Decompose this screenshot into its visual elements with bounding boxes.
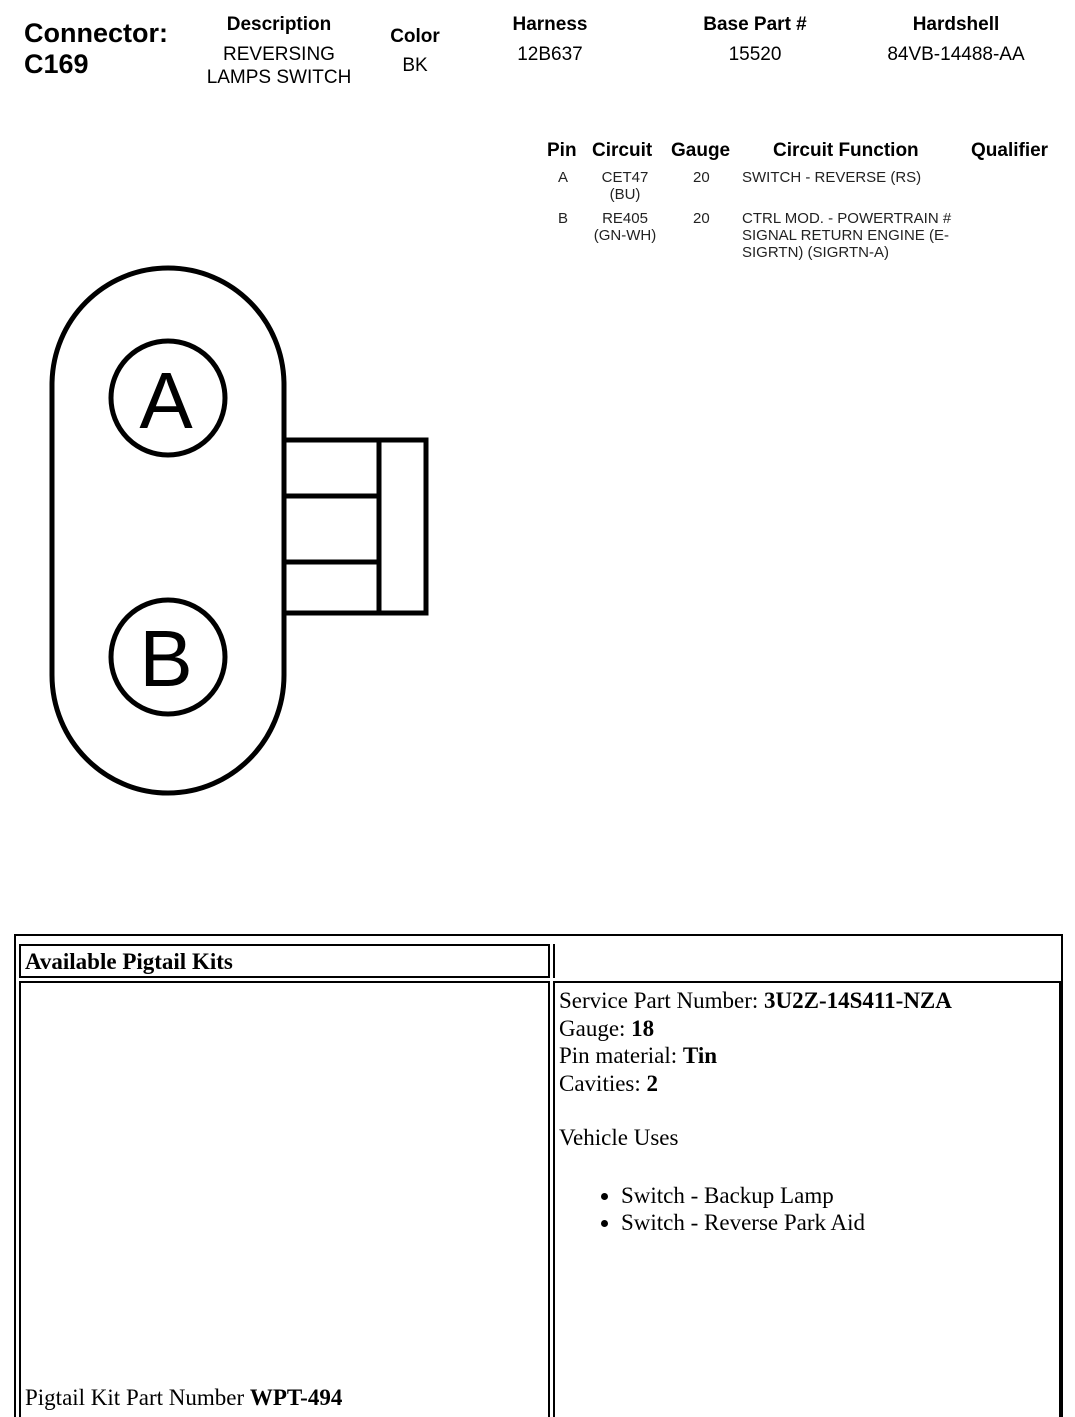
circuit-id: CET47	[601, 169, 649, 186]
harness-column	[490, 14, 610, 66]
kit-gauge-label: Gauge:	[559, 1015, 632, 1041]
pin-material-label: Pin material:	[559, 1043, 683, 1068]
pin-material-value: Tin	[682, 1043, 718, 1068]
gauge-cell: 20	[693, 169, 710, 186]
circuit-cell	[585, 169, 665, 203]
vehicle-uses-list	[559, 1182, 1059, 1237]
service-part-label: Service Part Number:	[559, 988, 765, 1013]
description-header: Description	[226, 14, 332, 35]
cavities-label: Cavities:	[559, 1070, 647, 1096]
description-value: REVERSING LAMPS SWITCH	[206, 44, 352, 88]
kit-gauge-value: 18	[631, 1015, 655, 1041]
vehicle-uses-label: Vehicle Uses	[559, 1125, 679, 1150]
service-part-value: 3U2Z-14S411-NZA	[764, 988, 952, 1013]
pin-header: Pin	[547, 140, 577, 161]
harness-value: 12B637	[517, 44, 583, 65]
pigtail-kit-details	[553, 981, 1061, 1417]
color-value: BK	[402, 55, 428, 76]
kit-part-label: Pigtail Kit Part Number	[25, 1385, 250, 1410]
connector-face-diagram	[40, 255, 440, 805]
connector-latch	[284, 440, 426, 613]
circuit-function-header: Circuit Function	[773, 140, 919, 161]
color-column	[380, 26, 450, 77]
circuit-function-cell	[742, 210, 982, 261]
cavities	[559, 1070, 1059, 1098]
cavities-value: 2	[646, 1070, 659, 1096]
color-header: Color	[390, 26, 440, 47]
list-item: • Switch - Backup Lamp	[621, 1182, 1059, 1210]
kit-gauge	[559, 1015, 1059, 1043]
gauge-cell: 20	[693, 210, 710, 227]
harness-header: Harness	[512, 14, 588, 35]
connector-id: C169	[24, 49, 89, 79]
circuit-cell	[585, 210, 665, 244]
list-item: • Switch - Reverse Park Aid	[621, 1209, 1059, 1237]
pigtail-kit-part-number	[25, 1385, 342, 1411]
cavity-a-label: A	[139, 356, 193, 445]
pigtail-kits-header-spacer	[553, 944, 1061, 978]
circuit-color: (BU)	[609, 186, 641, 203]
description-column	[198, 14, 360, 89]
kit-part-value: WPT-494	[249, 1385, 343, 1410]
qualifier-header: Qualifier	[971, 140, 1049, 161]
hardshell-header: Hardshell	[912, 14, 1000, 35]
base-part-header: Base Part #	[703, 14, 807, 35]
circuit-function-cell: SWITCH - REVERSE (RS)	[742, 169, 922, 186]
service-part-number	[559, 987, 1059, 1015]
circuit-function-line: SIGRTN) (SIGRTN-A)	[742, 244, 889, 261]
circuit-color: (GN-WH)	[593, 227, 657, 244]
pin-cell: A	[558, 169, 569, 186]
circuit-id: RE405	[602, 210, 648, 227]
base-part-column	[680, 14, 830, 66]
gauge-header: Gauge	[671, 140, 731, 161]
cavity-b-label: B	[139, 614, 193, 703]
base-part-value: 15520	[728, 44, 782, 65]
circuit-header: Circuit	[592, 140, 653, 161]
pigtail-kits-title: Available Pigtail Kits	[19, 944, 550, 978]
pigtail-kit-image-cell	[19, 981, 550, 1417]
hardshell-column	[870, 14, 1042, 66]
pin-material	[559, 1042, 1059, 1070]
hardshell-value: 84VB-14488-AA	[887, 44, 1025, 65]
pin-cell: B	[558, 210, 569, 227]
connector-title	[24, 18, 168, 80]
connector-label: Connector:	[24, 18, 168, 48]
circuit-function-line: CTRL MOD. - POWERTRAIN #	[742, 210, 952, 227]
circuit-function-line: SIGNAL RETURN ENGINE (E-	[742, 227, 949, 244]
